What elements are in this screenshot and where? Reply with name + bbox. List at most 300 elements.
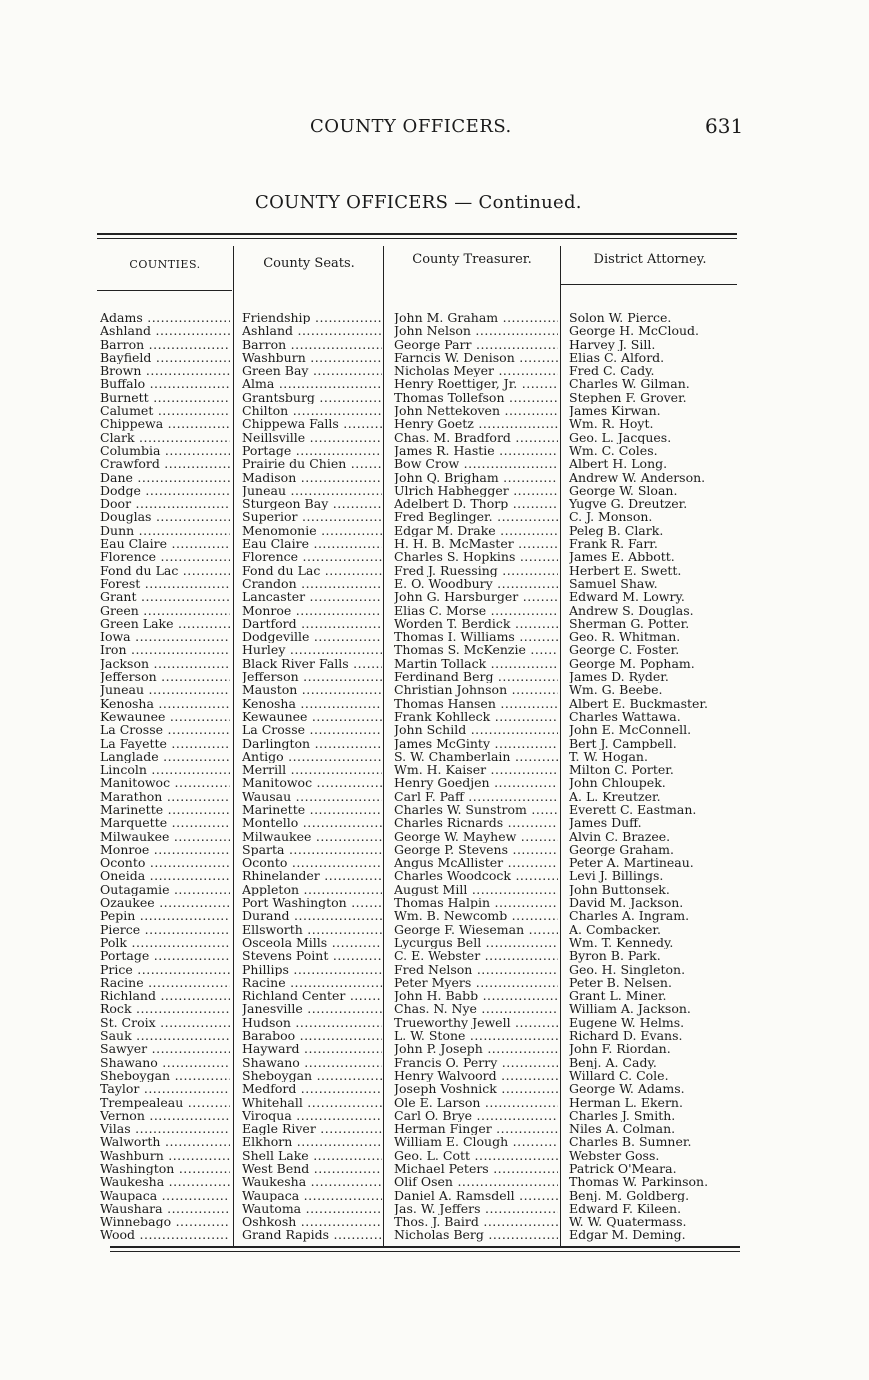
district-attorney-cell: Geo. L. Jacques.	[569, 430, 672, 444]
district-attorney-cell: Levi J. Billings.	[569, 869, 664, 883]
county-seat-cell: Port Washington .....	[242, 896, 382, 909]
county-name-cell: Outagamie .....	[100, 883, 230, 896]
county-seat-cell: Durand .....	[242, 909, 382, 922]
district-attorney-cell: George W. Sloan.	[569, 483, 678, 498]
county-treasurer-cell: Ulrich Habhegger .....	[394, 484, 558, 497]
county-name-cell: Langlade .....	[100, 750, 230, 763]
district-attorney-cell: Edward M. Lowry.	[569, 590, 685, 604]
district-attorney-cell: Willard C. Cole.	[569, 1068, 669, 1083]
column-divider	[233, 246, 234, 1246]
county-treasurer-cell: Daniel A. Ramsdell .....	[394, 1189, 558, 1202]
county-seat-cell: Green Bay .....	[242, 364, 382, 377]
county-treasurer-cell: Charles Ricnards .....	[394, 816, 558, 829]
district-attorney-cell: Yugve G. Dreutzer.	[569, 497, 688, 511]
header-rule-right	[560, 284, 737, 285]
county-treasurer-cell: Henry Goetz .....	[394, 417, 558, 430]
county-name-cell: Door .....	[100, 497, 230, 510]
county-name-cell: Jackson .....	[100, 657, 230, 670]
county-seat-cell: Hurley .....	[242, 643, 382, 656]
district-attorney-cell: Byron B. Park.	[569, 949, 661, 963]
county-treasurer-cell: Olif Osen .....	[394, 1175, 558, 1188]
county-seat-cell: Sturgeon Bay .....	[242, 497, 382, 510]
district-attorney-cell: Richard D. Evans.	[569, 1029, 683, 1043]
county-name-cell: Waukesha .....	[100, 1175, 230, 1188]
county-name-cell: Vilas .....	[100, 1122, 230, 1135]
county-seat-cell: Ashland .....	[242, 324, 382, 337]
county-name-cell: Taylor .....	[100, 1082, 230, 1095]
county-treasurer-cell: Farncis W. Denison .....	[394, 351, 558, 364]
district-attorney-cell: James Duff.	[569, 816, 642, 830]
county-treasurer-cell: Geo. L. Cott .....	[394, 1149, 558, 1162]
county-name-cell: Juneau .....	[100, 683, 230, 696]
county-treasurer-cell: Wm. H. Kaiser .....	[394, 763, 558, 776]
county-seat-cell: Portage .....	[242, 444, 382, 457]
county-name-cell: Polk .....	[100, 936, 230, 949]
county-name-cell: Columbia .....	[100, 444, 230, 457]
column-header-district-attorney: District Attorney.	[593, 252, 707, 267]
county-seat-cell: Neillsville .....	[242, 431, 382, 444]
county-treasurer-cell: Nicholas Meyer .....	[394, 364, 558, 377]
county-name-cell: Wood .....	[100, 1228, 230, 1241]
county-name-cell: Shawano .....	[100, 1056, 230, 1069]
county-treasurer-cell: Jas. W. Jeffers .....	[394, 1202, 558, 1215]
district-attorney-cell: Edgar M. Deming.	[569, 1228, 686, 1242]
county-name-cell: Sauk .....	[100, 1029, 230, 1042]
county-treasurer-cell: S. W. Chamberlain .....	[394, 750, 558, 763]
county-name-cell: Grant .....	[100, 590, 230, 603]
header-rule	[97, 290, 232, 291]
district-attorney-cell: William A. Jackson.	[569, 1002, 691, 1016]
county-seat-cell: Prairie du Chien .....	[242, 457, 382, 470]
county-seat-cell: Ellsworth .....	[242, 923, 382, 936]
county-seat-cell: Crandon .....	[242, 577, 382, 590]
county-treasurer-cell: Bow Crow .....	[394, 457, 558, 470]
county-treasurer-cell: Carl F. Paff .....	[394, 790, 558, 803]
district-attorney-cell: A. Combacker.	[569, 922, 661, 936]
county-seat-cell: Baraboo .....	[242, 1029, 382, 1042]
county-treasurer-cell: Chas. N. Nye .....	[394, 1002, 558, 1015]
county-seat-cell: Waupaca .....	[242, 1189, 382, 1202]
county-name-cell: Pierce .....	[100, 923, 230, 936]
county-treasurer-cell: John P. Joseph .....	[394, 1042, 558, 1055]
column-header-county-seats: County Seats.	[263, 256, 355, 271]
county-seat-cell: Monroe .....	[242, 604, 382, 617]
district-attorney-cell: Frank R. Farr.	[569, 537, 658, 551]
county-treasurer-cell: Michael Peters .....	[394, 1162, 558, 1175]
county-name-cell: Douglas .....	[100, 510, 230, 523]
district-attorney-cell: George H. McCloud.	[569, 324, 700, 338]
county-seat-cell: Racine .....	[242, 976, 382, 989]
county-treasurer-cell: Wm. B. Newcomb .....	[394, 909, 558, 922]
county-seat-cell: Appleton .....	[242, 883, 382, 896]
county-seat-cell: Rhinelander .....	[242, 869, 382, 882]
county-seat-cell: Washburn .....	[242, 351, 382, 364]
district-attorney-cell: George W. Adams.	[569, 1082, 685, 1096]
county-seat-cell: Shawano .....	[242, 1056, 382, 1069]
district-attorney-cell: Wm. R. Hoyt.	[569, 417, 654, 431]
county-name-cell: Marinette .....	[100, 803, 230, 816]
district-attorney-cell: Peter A. Martineau.	[569, 856, 694, 870]
column-header-county-treasurer: County Treasurer.	[412, 252, 532, 267]
district-attorney-cell: Webster Goss.	[569, 1148, 660, 1162]
county-treasurer-cell: Thos. J. Baird .....	[394, 1215, 558, 1228]
county-name-cell: Pepin .....	[100, 909, 230, 922]
district-attorney-cell: James E. Abbott.	[569, 550, 675, 564]
district-attorney-cell: George M. Popham.	[569, 656, 695, 671]
county-treasurer-cell: Peter Myers .....	[394, 976, 558, 989]
county-treasurer-cell: Chas. M. Bradford .....	[394, 431, 558, 444]
district-attorney-cell: John Buttonsek.	[569, 882, 670, 897]
county-seat-cell: Oshkosh .....	[242, 1215, 382, 1228]
district-attorney-cell: Albert H. Long.	[569, 457, 668, 471]
county-name-cell: Oconto .....	[100, 856, 230, 869]
county-treasurer-cell: Henry Walvoord .....	[394, 1069, 558, 1082]
county-treasurer-cell: Carl O. Brye .....	[394, 1109, 558, 1122]
county-name-cell: Burnett .....	[100, 391, 230, 404]
county-treasurer-cell: George W. Mayhew .....	[394, 830, 558, 843]
district-attorney-cell: Fred C. Cady.	[569, 364, 655, 378]
county-name-cell: Iron .....	[100, 643, 230, 656]
county-seat-cell: Dodgeville .....	[242, 630, 382, 643]
county-treasurer-cell: John G. Harsburger .....	[394, 590, 558, 603]
county-seat-cell: Montello .....	[242, 816, 382, 829]
county-treasurer-cell: Edgar M. Drake .....	[394, 524, 558, 537]
county-name-cell: Waupaca .....	[100, 1189, 230, 1202]
district-attorney-cell: John Chloupek.	[569, 776, 666, 790]
county-name-cell: Marathon .....	[100, 790, 230, 803]
district-attorney-cell: Charles B. Sumner.	[569, 1135, 692, 1149]
top-rule-2	[97, 238, 737, 239]
district-attorney-cell: Bert J. Campbell.	[569, 736, 677, 750]
county-seat-cell: Barron .....	[242, 338, 382, 351]
district-attorney-cell: Charles W. Gilman.	[569, 377, 690, 391]
county-seat-cell: Menomonie .....	[242, 524, 382, 537]
county-seat-cell: Merrill .....	[242, 763, 382, 776]
running-head	[0, 116, 869, 140]
county-name-cell: Chippewa .....	[100, 417, 230, 430]
district-attorney-cell: David M. Jackson.	[569, 896, 684, 910]
county-treasurer-cell: Herman Finger .....	[394, 1122, 558, 1135]
district-attorney-cell: Peter B. Nelsen.	[569, 975, 672, 990]
county-name-cell: Kewaunee .....	[100, 710, 230, 723]
county-name-cell: Ozaukee .....	[100, 896, 230, 909]
page-number: 631	[705, 114, 744, 138]
county-seat-cell: Black River Falls .....	[242, 657, 382, 670]
county-seat-cell: West Bend .....	[242, 1162, 382, 1175]
district-attorney-cell: Charles J. Smith.	[569, 1108, 676, 1123]
district-attorney-cell: John F. Riordan.	[569, 1042, 671, 1056]
county-seat-cell: Phillips .....	[242, 963, 382, 976]
county-treasurer-cell: John Nettekoven .....	[394, 404, 558, 417]
county-name-cell: Racine .....	[100, 976, 230, 989]
county-name-cell: Sheboygan .....	[100, 1069, 230, 1082]
county-seat-cell: Chilton .....	[242, 404, 382, 417]
district-attorney-cell: Samuel Shaw.	[569, 576, 658, 591]
district-attorney-cell: Niles A. Colman.	[569, 1122, 676, 1136]
district-attorney-cell: Geo. H. Singleton.	[569, 962, 686, 976]
bottom-rule-1	[110, 1246, 740, 1248]
county-treasurer-cell: Nicholas Berg .....	[394, 1228, 558, 1241]
county-name-cell: Adams .....	[100, 311, 230, 324]
county-treasurer-cell: H. H. B. McMaster .....	[394, 537, 558, 550]
county-treasurer-cell: Fred J. Ruessing .....	[394, 564, 558, 577]
county-seats-column	[242, 311, 382, 1242]
district-attorney-cell: Eugene W. Helms.	[569, 1015, 685, 1030]
county-name-cell: Washington .....	[100, 1162, 230, 1175]
county-name-cell: Milwaukee .....	[100, 830, 230, 843]
county-name-cell: Marquette .....	[100, 816, 230, 829]
county-treasurer-cell: John M. Graham .....	[394, 311, 558, 324]
county-name-cell: Winnebago .....	[100, 1215, 230, 1228]
county-seat-cell: Jefferson .....	[242, 670, 382, 683]
county-treasurer-cell: Charles S. Hopkins .....	[394, 550, 558, 563]
county-treasurer-cell: John Schild .....	[394, 723, 558, 736]
district-attorney-cell: Sherman G. Potter.	[569, 616, 690, 631]
county-treasurer-cell: Ole E. Larson .....	[394, 1096, 558, 1109]
county-seat-cell: Shell Lake .....	[242, 1149, 382, 1162]
county-name-cell: Richland .....	[100, 989, 230, 1002]
county-name-cell: Bayfield .....	[100, 351, 230, 364]
county-treasurer-cell: Thomas I. Williams .....	[394, 630, 558, 643]
county-seat-cell: Kewaunee .....	[242, 710, 382, 723]
district-attorney-cell: Andrew S. Douglas.	[569, 603, 694, 617]
county-seat-cell: Oconto .....	[242, 856, 382, 869]
county-treasurer-cell: Charles Woodcock .....	[394, 869, 558, 882]
county-name-cell: Calumet .....	[100, 404, 230, 417]
county-treasurer-cell: Angus McAllister .....	[394, 856, 558, 869]
district-attorney-cell: Thomas W. Parkinson.	[569, 1175, 709, 1189]
county-treasurer-cell: George Parr .....	[394, 338, 558, 351]
district-attorney-cell: Solon W. Pierce.	[569, 311, 672, 325]
county-treasurer-cell: John H. Babb .....	[394, 989, 558, 1002]
county-name-cell: Portage .....	[100, 949, 230, 962]
county-name-cell: Kenosha .....	[100, 697, 230, 710]
county-seat-cell: Wautoma .....	[242, 1202, 382, 1215]
county-treasurer-cell: John Nelson .....	[394, 324, 558, 337]
county-name-cell: Forest .....	[100, 577, 230, 590]
district-attorney-cell: Albert E. Buckmaster.	[569, 696, 708, 710]
county-treasurer-cell: Joseph Voshnick .....	[394, 1082, 558, 1095]
county-name-cell: Florence .....	[100, 550, 230, 563]
county-seat-cell: Superior .....	[242, 510, 382, 523]
district-attorney-cell: James D. Ryder.	[569, 670, 669, 684]
county-name-cell: Jefferson .....	[100, 670, 230, 683]
district-attorney-cell: Benj. A. Cady.	[569, 1055, 657, 1069]
county-treasurer-cell: Thomas S. McKenzie .....	[394, 643, 558, 656]
county-seat-cell: Hudson .....	[242, 1016, 382, 1029]
running-title: COUNTY OFFICERS.	[310, 116, 512, 137]
county-seat-cell: Grantsburg .....	[242, 391, 382, 404]
county-treasurer-cell: Martin Tollack .....	[394, 657, 558, 670]
county-seat-cell: Wausau .....	[242, 790, 382, 803]
county-name-cell: Lincoln .....	[100, 763, 230, 776]
county-seat-cell: Medford .....	[242, 1082, 382, 1095]
district-attorney-cell: A. L. Kreutzer.	[569, 789, 661, 803]
county-seat-cell: La Crosse .....	[242, 723, 382, 736]
county-seat-cell: Antigo .....	[242, 750, 382, 763]
county-treasurer-cell: Francis O. Perry .....	[394, 1056, 558, 1069]
county-name-cell: Vernon .....	[100, 1109, 230, 1122]
county-seat-cell: Stevens Point .....	[242, 949, 382, 962]
county-seat-cell: Fond du Lac .....	[242, 564, 382, 577]
county-seat-cell: Friendship .....	[242, 311, 382, 324]
county-seat-cell: Viroqua .....	[242, 1109, 382, 1122]
district-attorney-cell: John E. McConnell.	[569, 723, 692, 737]
county-treasurer-cell: Trueworthy Jewell .....	[394, 1016, 558, 1029]
district-attorney-cell: C. J. Monson.	[569, 510, 653, 524]
county-seat-cell: Eau Claire .....	[242, 537, 382, 550]
county-name-cell: Green .....	[100, 604, 230, 617]
district-attorney-cell: George C. Foster.	[569, 643, 680, 657]
district-attorney-cell: Herbert E. Swett.	[569, 563, 682, 577]
county-treasurer-cell: George F. Wieseman .....	[394, 923, 558, 936]
county-name-cell: Eau Claire .....	[100, 537, 230, 550]
county-treasurer-cell: Elias C. Morse .....	[394, 604, 558, 617]
county-treasurer-cell: L. W. Stone .....	[394, 1029, 558, 1042]
district-attorney-cell: Edward F. Kileen.	[569, 1201, 682, 1216]
district-attorney-cell: Charles A. Ingram.	[569, 909, 690, 923]
top-rule-1	[97, 233, 737, 235]
county-seat-cell: Elkhorn .....	[242, 1135, 382, 1148]
county-name-cell: La Fayette .....	[100, 737, 230, 750]
column-divider	[383, 246, 384, 1246]
county-seat-cell: Hayward .....	[242, 1042, 382, 1055]
district-attorney-cell: Everett C. Eastman.	[569, 802, 697, 817]
column-header-counties: COUNTIES.	[129, 258, 201, 271]
district-attorney-cell: Benj. M. Goldberg.	[569, 1188, 690, 1202]
district-attorney-cell: Charles Wattawa.	[569, 709, 681, 724]
district-attorney-cell: Stephen F. Grover.	[569, 390, 687, 405]
county-name-cell: Sawyer .....	[100, 1042, 230, 1055]
county-seat-cell: Darlington .....	[242, 737, 382, 750]
county-seat-cell: Sparta .....	[242, 843, 382, 856]
county-treasurer-cell: Lycurgus Bell .....	[394, 936, 558, 949]
county-name-cell: Dunn .....	[100, 524, 230, 537]
county-treasurer-cell: Frank Kohlleck .....	[394, 710, 558, 723]
county-treasurer-cell: E. O. Woodbury .....	[394, 577, 558, 590]
county-treasurer-cell: Charles W. Sunstrom .....	[394, 803, 558, 816]
counties-column	[100, 311, 230, 1242]
county-treasurer-cell: Henry Goedjen .....	[394, 776, 558, 789]
county-name-cell: Buffalo .....	[100, 377, 230, 390]
district-attorney-cell: Elias C. Alford.	[569, 350, 665, 365]
county-treasurer-cell: Thomas Tollefson .....	[394, 391, 558, 404]
county-treasurer-cell: Ferdinand Berg .....	[394, 670, 558, 683]
district-attorney-cell: Harvey J. Sill.	[569, 337, 656, 351]
county-treasurer-cell: C. E. Webster .....	[394, 949, 558, 962]
county-seat-cell: Madison .....	[242, 471, 382, 484]
district-attorney-cell: W. W. Quatermass.	[569, 1215, 687, 1229]
county-seat-cell: Janesville .....	[242, 1002, 382, 1015]
county-name-cell: Trempealeau .....	[100, 1096, 230, 1109]
county-treasurer-cell: John Q. Brigham .....	[394, 471, 558, 484]
district-attorney-cell: Peleg B. Clark.	[569, 523, 664, 538]
county-treasurer-cell: Adelbert D. Thorp .....	[394, 497, 558, 510]
bottom-rule-2	[110, 1251, 740, 1252]
county-treasurer-cell: Christian Johnson .....	[394, 683, 558, 696]
district-attorney-cell: James Kirwan.	[569, 404, 661, 418]
county-treasurer-cell: James McGinty .....	[394, 737, 558, 750]
county-treasurer-cell: William E. Clough .....	[394, 1135, 558, 1148]
county-seat-cell: Manitowoc .....	[242, 776, 382, 789]
county-treasurer-cell: Henry Roettiger, Jr. .....	[394, 377, 558, 390]
district-attorney-cell: Grant L. Miner.	[569, 989, 667, 1003]
county-treasurer-cell: Thomas Hansen .....	[394, 697, 558, 710]
county-name-cell: Price .....	[100, 963, 230, 976]
county-seat-cell: Florence .....	[242, 550, 382, 563]
district-attorney-column	[569, 311, 759, 1242]
county-seat-cell: Whitehall .....	[242, 1096, 382, 1109]
county-seat-cell: Milwaukee .....	[242, 830, 382, 843]
district-attorney-cell: Milton C. Porter.	[569, 763, 674, 777]
table-title: COUNTY OFFICERS — Continued.	[255, 192, 582, 213]
district-attorney-cell: Patrick O'Meara.	[569, 1162, 677, 1176]
county-name-cell: Fond du Lac .....	[100, 564, 230, 577]
district-attorney-cell: Alvin C. Brazee.	[569, 829, 671, 843]
county-name-cell: Rock .....	[100, 1002, 230, 1015]
county-treasurer-cell: George P. Stevens .....	[394, 843, 558, 856]
county-treasurer-column	[394, 311, 558, 1242]
county-treasurer-cell: Fred Beglinger. .....	[394, 510, 558, 523]
column-divider	[560, 246, 561, 1246]
district-attorney-cell: Wm. C. Coles.	[569, 443, 658, 458]
county-seat-cell: Juneau .....	[242, 484, 382, 497]
county-name-cell: Monroe .....	[100, 843, 230, 856]
district-attorney-cell: George Graham.	[569, 842, 674, 857]
county-name-cell: Ashland .....	[100, 324, 230, 337]
county-seat-cell: Waukesha .....	[242, 1175, 382, 1188]
district-attorney-cell: T. W. Hogan.	[569, 749, 648, 764]
county-name-cell: Oneida .....	[100, 869, 230, 882]
county-name-cell: Clark .....	[100, 431, 230, 444]
county-seat-cell: Osceola Mills .....	[242, 936, 382, 949]
county-treasurer-cell: Fred Nelson .....	[394, 963, 558, 976]
county-seat-cell: Mauston .....	[242, 683, 382, 696]
county-seat-cell: Eagle River .....	[242, 1122, 382, 1135]
county-seat-cell: Marinette .....	[242, 803, 382, 816]
county-seat-cell: Lancaster .....	[242, 590, 382, 603]
county-treasurer-cell: Worden T. Berdick .....	[394, 617, 558, 630]
county-name-cell: La Crosse .....	[100, 723, 230, 736]
county-name-cell: Barron .....	[100, 338, 230, 351]
county-treasurer-cell: August Mill .....	[394, 883, 558, 896]
county-seat-cell: Dartford .....	[242, 617, 382, 630]
district-attorney-cell: Wm. G. Beebe.	[569, 683, 663, 697]
county-name-cell: Iowa .....	[100, 630, 230, 643]
county-seat-cell: Richland Center .....	[242, 989, 382, 1002]
county-treasurer-cell: Thomas Halpin .....	[394, 896, 558, 909]
district-attorney-cell: Geo. R. Whitman.	[569, 630, 681, 644]
district-attorney-cell: Andrew W. Anderson.	[569, 470, 706, 484]
county-name-cell: Crawford .....	[100, 457, 230, 470]
county-seat-cell: Grand Rapids .....	[242, 1228, 382, 1241]
county-treasurer-cell: James R. Hastie .....	[394, 444, 558, 457]
district-attorney-cell: Herman L. Ekern.	[569, 1095, 683, 1109]
county-name-cell: Walworth .....	[100, 1135, 230, 1148]
county-seat-cell: Sheboygan .....	[242, 1069, 382, 1082]
county-name-cell: Dane .....	[100, 471, 230, 484]
county-seat-cell: Kenosha .....	[242, 697, 382, 710]
county-name-cell: Waushara .....	[100, 1202, 230, 1215]
county-name-cell: Washburn .....	[100, 1149, 230, 1162]
county-name-cell: Dodge .....	[100, 484, 230, 497]
county-name-cell: Brown .....	[100, 364, 230, 377]
county-seat-cell: Alma .....	[242, 377, 382, 390]
county-name-cell: Green Lake .....	[100, 617, 230, 630]
county-name-cell: Manitowoc .....	[100, 776, 230, 789]
county-seat-cell: Chippewa Falls .....	[242, 417, 382, 430]
district-attorney-cell: Wm. T. Kennedy.	[569, 935, 674, 950]
